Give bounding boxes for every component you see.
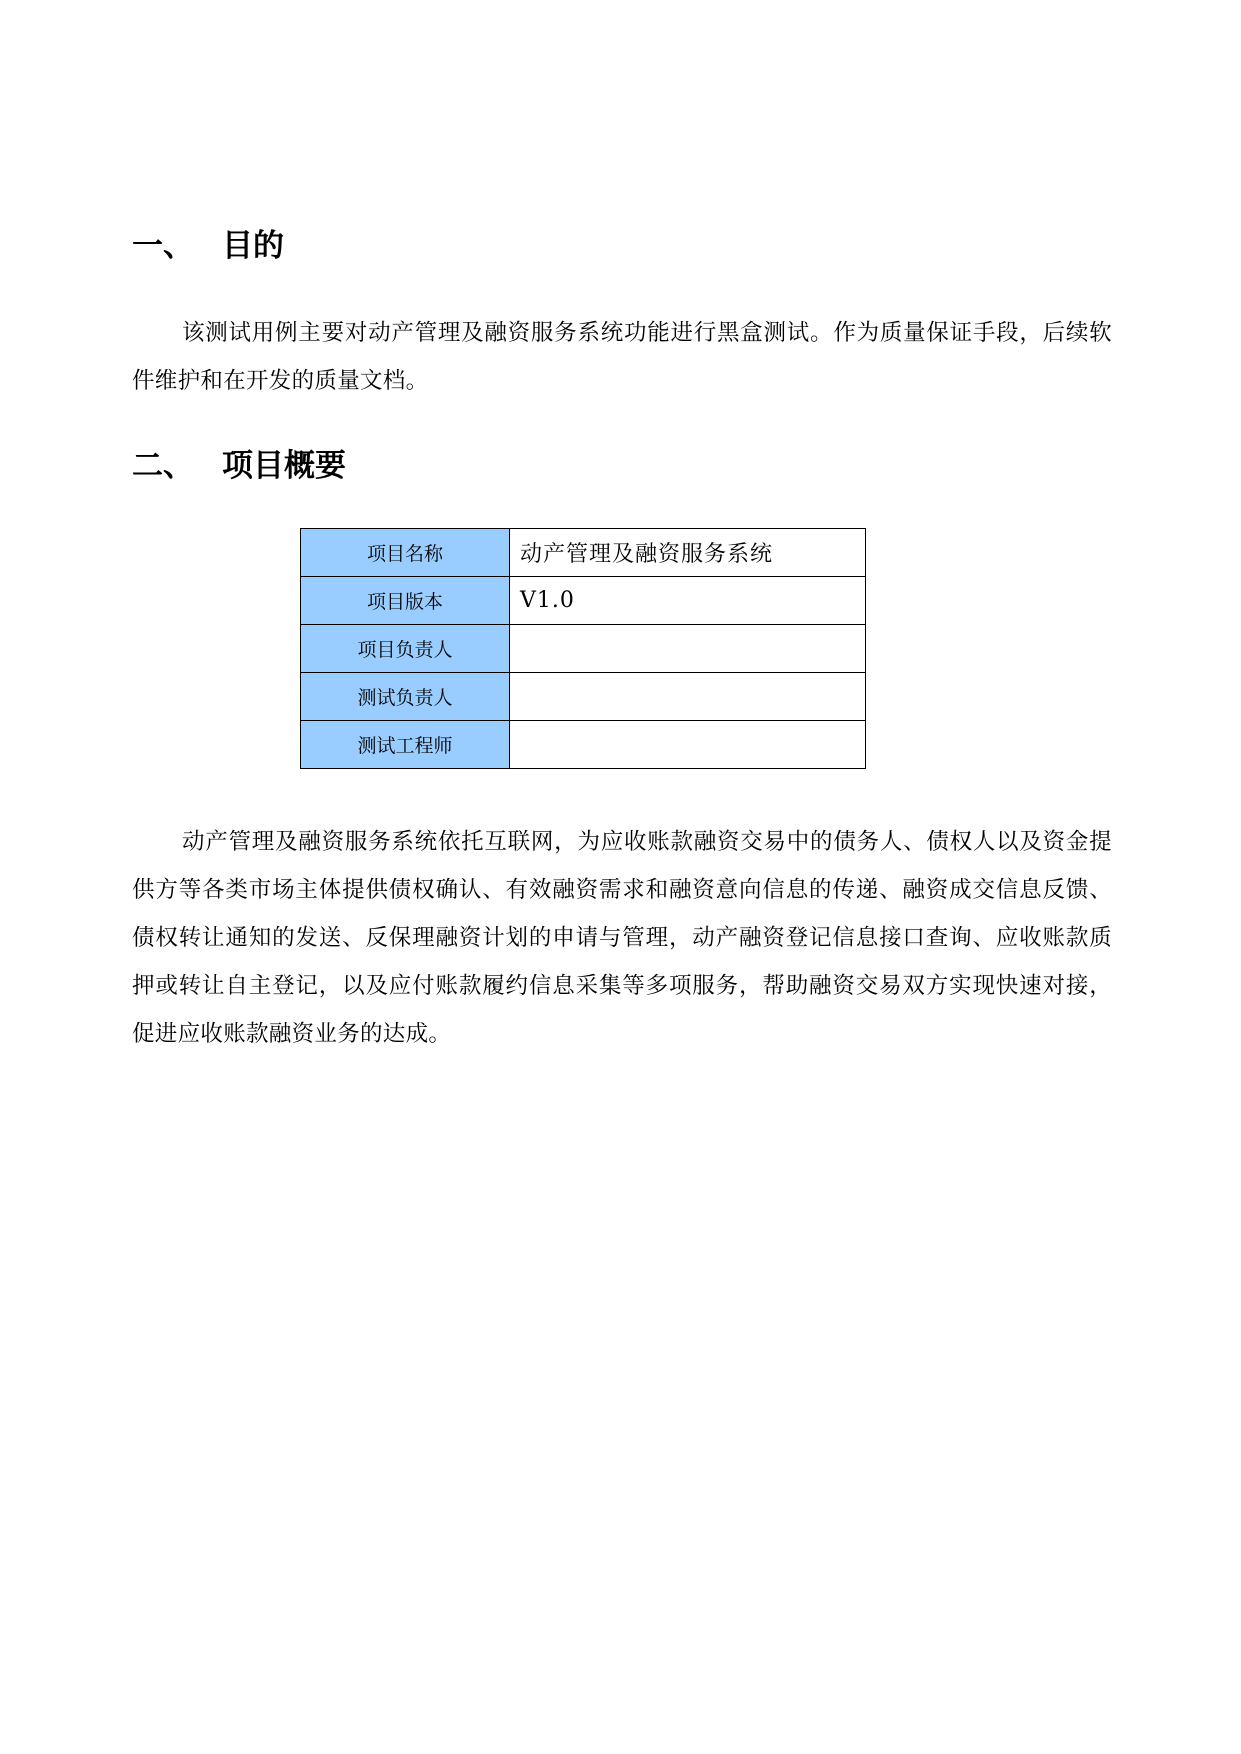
- table-row: [301, 577, 866, 625]
- row-value: [510, 673, 866, 721]
- row-value: V1.0: [510, 577, 866, 625]
- row-label: 测试工程师: [301, 721, 510, 769]
- section-title: 目的: [222, 228, 284, 264]
- section-number: 一、: [132, 228, 194, 264]
- overview-paragraph: 动产管理及融资服务系统依托互联网，为应收账款融资交易中的债务人、债权人以及资金提供方等各类市场主体提供债权确认、有效融资需求和融资意向信息的传递、融资成交信息反馈、债权转让通知的发送、反保理融资计划的申请与管理，动产融资登记信息接口查询、应收账款质押或转让自主登记，以及应付账款履约信息采集等多项服务，帮助融资交易双方实现快速对接，促进应收账款融资业务的达成。: [132, 829, 1112, 1047]
- table-row: [301, 625, 866, 673]
- table-row: [301, 673, 866, 721]
- row-value: 动产管理及融资服务系统: [510, 529, 866, 577]
- row-label: 项目名称: [301, 529, 510, 577]
- table-row: [301, 721, 866, 769]
- table-row: [301, 529, 866, 577]
- row-label: 项目负责人: [301, 625, 510, 673]
- purpose-paragraph: 该测试用例主要对动产管理及融资服务系统功能进行黑盒测试。作为质量保证手段，后续软件维护和在开发的质量文档。: [132, 320, 1112, 394]
- section-heading-overview: [132, 446, 346, 486]
- section-number: 二、: [132, 448, 194, 484]
- row-value: [510, 721, 866, 769]
- row-label: 测试负责人: [301, 673, 510, 721]
- project-overview-table: [300, 528, 866, 769]
- row-label: 项目版本: [301, 577, 510, 625]
- section-title: 项目概要: [222, 448, 346, 484]
- section-heading-purpose: [132, 226, 284, 266]
- row-value: [510, 625, 866, 673]
